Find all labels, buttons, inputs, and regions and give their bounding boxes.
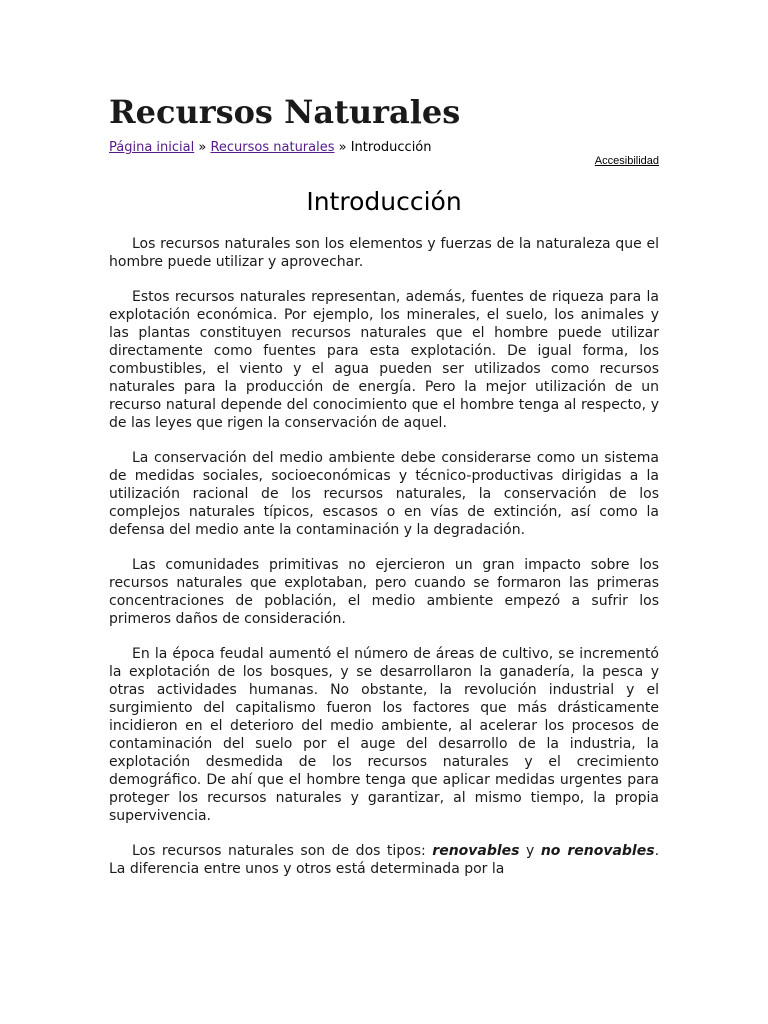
accessibility-link[interactable]: Accesibilidad [594, 155, 659, 167]
paragraph [109, 842, 659, 878]
paragraph: En la época feudal aumentó el número de áreas de cultivo, se incrementó la explotación de los bosques, y se desarrollaron la ganadería, la pesca y otras actividades humanas. No obstante, la revolución industrial y el surgimiento del capitalismo fueron los factores que más drásticamente incidieron en el deterioro del medio ambiente, al acelerar los procesos de contaminación del suelo por el auge del desarrollo de la industria, la explotación desmedida de los recursos naturales y el crecimiento demográfico. De ahí que el hombre tenga que aplicar medidas urgentes para proteger los recursos naturales y garantizar, al mismo tiempo, la propia supervivencia. [109, 646, 659, 824]
breadcrumb-section-link[interactable]: Recursos naturales [210, 140, 335, 155]
emphasis-no-renovables: no renovables [540, 843, 655, 859]
breadcrumb-home-link[interactable]: Página inicial [109, 140, 195, 155]
article-body [109, 235, 659, 878]
breadcrumb-separator: » [334, 140, 351, 155]
breadcrumb-current: Introducción [350, 140, 432, 155]
paragraph-text: . La diferencia entre unos y otros está determinada por la [109, 843, 660, 877]
emphasis-renovables: renovables [432, 843, 520, 859]
paragraph: La conservación del medio ambiente debe considerarse como un sistema de medidas sociales, socioeconómicas y técnico-productivas dirigidas a la utilización racional de los recursos naturales, la conservación de los complejos naturales típicos, escasos o en vías de extinción, así como la defensa del medio ante la contaminación y la degradación. [109, 450, 659, 538]
breadcrumb-separator: » [194, 140, 211, 155]
paragraph-text: Los recursos naturales son de dos tipos: [132, 843, 433, 859]
section-title: Introducción [306, 187, 462, 216]
paragraph: Las comunidades primitivas no ejercieron un gran impacto sobre los recursos naturales que explotaban, pero cuando se formaron las primeras concentraciones de población, el medio ambiente empezó a sufrir los primeros daños de consideración. [109, 557, 659, 627]
site-title: Recursos Naturales [109, 93, 461, 131]
paragraph: Los recursos naturales son los elementos y fuerzas de la naturaleza que el hombre puede utilizar y aprovechar. [109, 236, 659, 270]
paragraph-text: y [519, 843, 541, 859]
breadcrumb [109, 139, 432, 157]
paragraph: Estos recursos naturales representan, además, fuentes de riqueza para la explotación económica. Por ejemplo, los minerales, el suelo, los animales y las plantas constituyen recursos naturales que el hombre puede utilizar directamente como fuentes para esta explotación. De igual forma, los combustibles, el viento y el agua pueden ser utilizados como recursos naturales para la producción de energía. Pero la mejor utilización de un recurso natural depende del conocimiento que el hombre tenga al respecto, y de las leyes que rigen la conservación de aquel. [109, 289, 659, 431]
